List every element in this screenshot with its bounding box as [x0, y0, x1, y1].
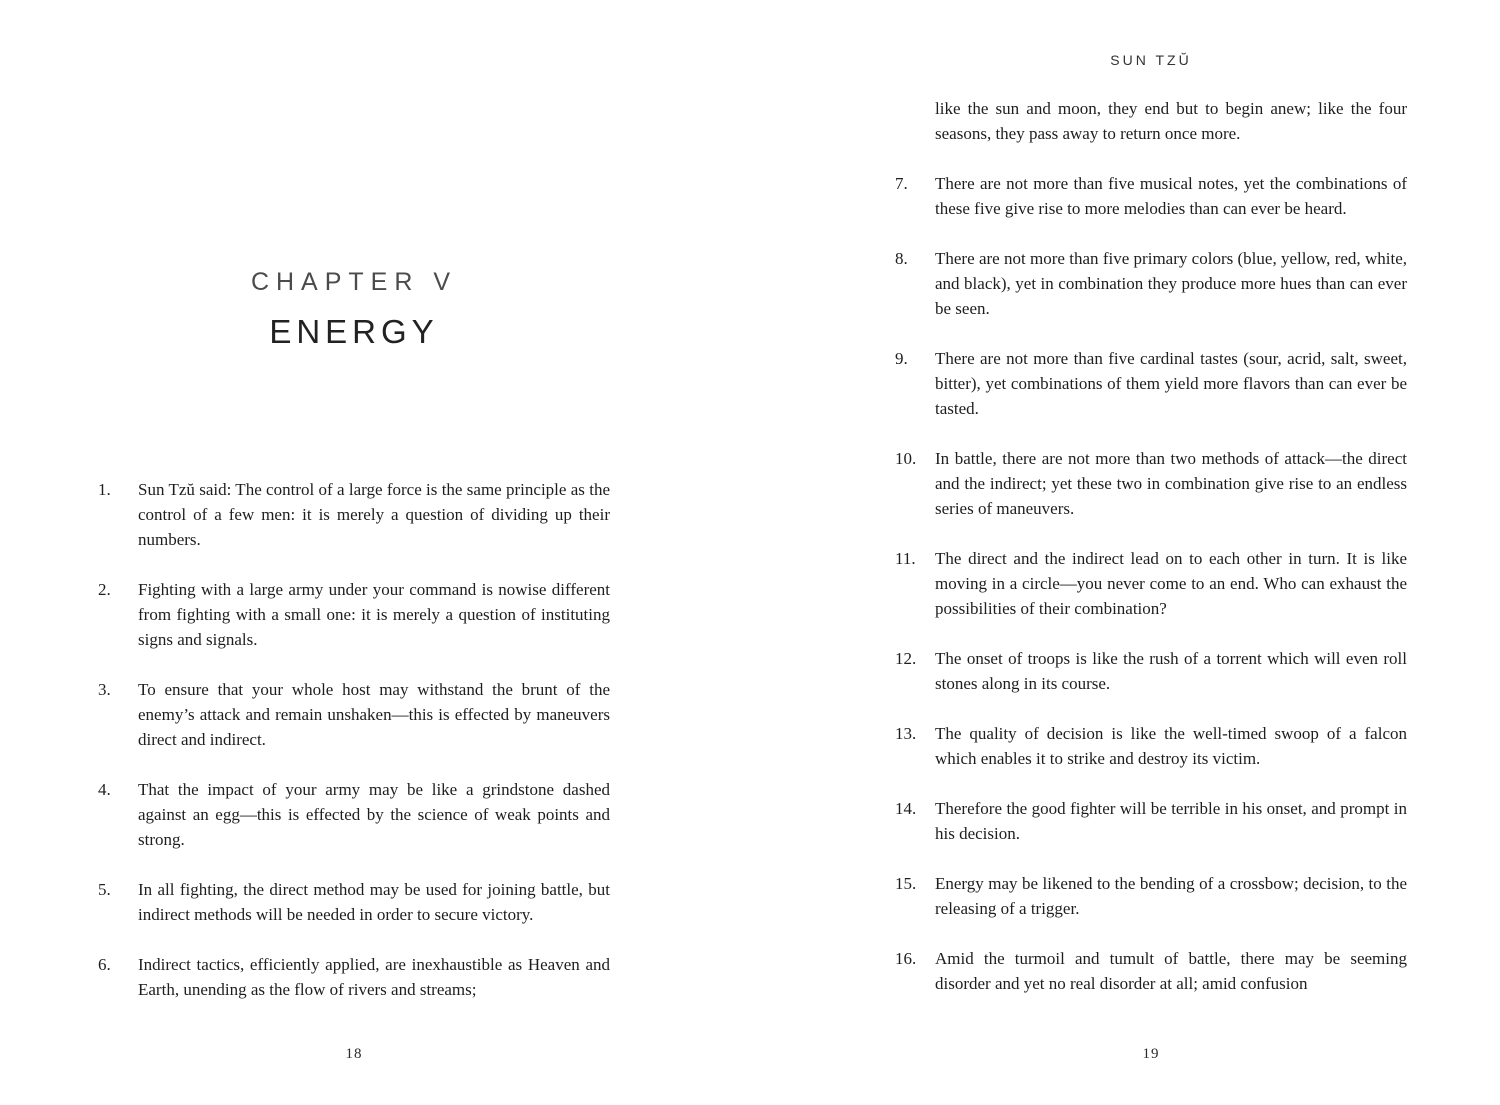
continuation-paragraph: like the sun and moon, they end but to begin anew; like the four seasons, they pass away to return once more.: [935, 99, 1407, 143]
item-text: The quality of decision is like the well-timed swoop of a falcon which enables it to strike and destroy its victim.: [935, 724, 1407, 768]
item-text: In all fighting, the direct method may be used for joining battle, but indirect methods will be needed in order to secure victory.: [138, 880, 610, 924]
item-number: 7.: [895, 174, 908, 193]
item-text: Sun Tzŭ said: The control of a large force is the same principle as the control of a few men: it is merely a question of dividing up their numbers.: [138, 480, 610, 549]
list-item: [98, 677, 610, 752]
chapter-label: CHAPTER V: [250, 268, 458, 296]
item-number: 1.: [98, 480, 111, 499]
page-number-right: 19: [1142, 1046, 1160, 1062]
item-text: Indirect tactics, efficiently applied, are inexhaustible as Heaven and Earth, unending as the flow of rivers and streams;: [138, 955, 610, 999]
item-number: 4.: [98, 780, 111, 799]
item-number: 6.: [98, 955, 111, 974]
item-number: 5.: [98, 880, 111, 899]
item-text: There are not more than five primary colors (blue, yellow, red, white, and black), yet in combination they produce more hues than can ever be seen.: [935, 249, 1407, 318]
item-text: There are not more than five cardinal tastes (sour, acrid, salt, sweet, bitter), yet combinations of them yield more flavors than can ever be tasted.: [935, 349, 1407, 418]
item-number: 11.: [895, 549, 916, 568]
list-item: [895, 446, 1407, 521]
list-item: [98, 577, 610, 652]
item-text: The onset of troops is like the rush of a torrent which will even roll stones along in its course.: [935, 649, 1407, 693]
list-item: [98, 952, 610, 1002]
page-number-left: 18: [345, 1046, 363, 1062]
chapter-title: ENERGY: [269, 313, 439, 350]
item-text: In battle, there are not more than two methods of attack—the direct and the indirect; yet these two in combination give rise to an endless series of maneuvers.: [935, 449, 1407, 518]
right-page-items: [895, 171, 1407, 996]
list-item: [98, 777, 610, 852]
item-text: Energy may be likened to the bending of a crossbow; decision, to the releasing of a trigger.: [935, 874, 1407, 918]
item-number: 9.: [895, 349, 908, 368]
list-item: [895, 721, 1407, 771]
list-item: [895, 546, 1407, 621]
list-item: [98, 477, 610, 552]
list-item: [98, 877, 610, 927]
item-text: The direct and the indirect lead on to each other in turn. It is like moving in a circle—you never come to an end. Who can exhaust the possibilities of their combination?: [935, 549, 1407, 618]
list-item: [895, 171, 1407, 221]
item-number: 13.: [895, 724, 917, 743]
right-page: [895, 0, 1407, 1105]
item-number: 15.: [895, 874, 917, 893]
item-number: 10.: [895, 449, 917, 468]
list-item: [895, 246, 1407, 321]
list-item: [895, 646, 1407, 696]
item-number: 16.: [895, 949, 917, 968]
item-text: There are not more than five musical notes, yet the combinations of these five give rise to more melodies than can ever be heard.: [935, 174, 1407, 218]
list-item: [895, 871, 1407, 921]
item-text: Fighting with a large army under your command is nowise different from fighting with a small one: it is merely a question of instituting signs and signals.: [138, 580, 610, 649]
item-number: 3.: [98, 680, 111, 699]
list-item: [895, 796, 1407, 846]
item-number: 14.: [895, 799, 917, 818]
list-item: [895, 346, 1407, 421]
item-text: That the impact of your army may be like a grindstone dashed against an egg—this is effected by the science of weak points and strong.: [138, 780, 610, 849]
item-text: Amid the turmoil and tumult of battle, there may be seeming disorder and yet no real disorder at all; amid confusion: [935, 949, 1407, 993]
item-number: 2.: [98, 580, 111, 599]
left-page-items: [98, 477, 610, 1002]
item-number: 12.: [895, 649, 917, 668]
list-item: [895, 946, 1407, 996]
running-header: SUN TZŬ: [1110, 52, 1192, 68]
item-text: Therefore the good fighter will be terrible in his onset, and prompt in his decision.: [935, 799, 1407, 843]
item-text: To ensure that your whole host may withstand the brunt of the enemy’s attack and remain unshaken—this is effected by maneuvers direct and indirect.: [138, 680, 610, 749]
left-page: [98, 0, 610, 1105]
chapter-heading-block: [98, 0, 610, 351]
item-number: 8.: [895, 249, 908, 268]
